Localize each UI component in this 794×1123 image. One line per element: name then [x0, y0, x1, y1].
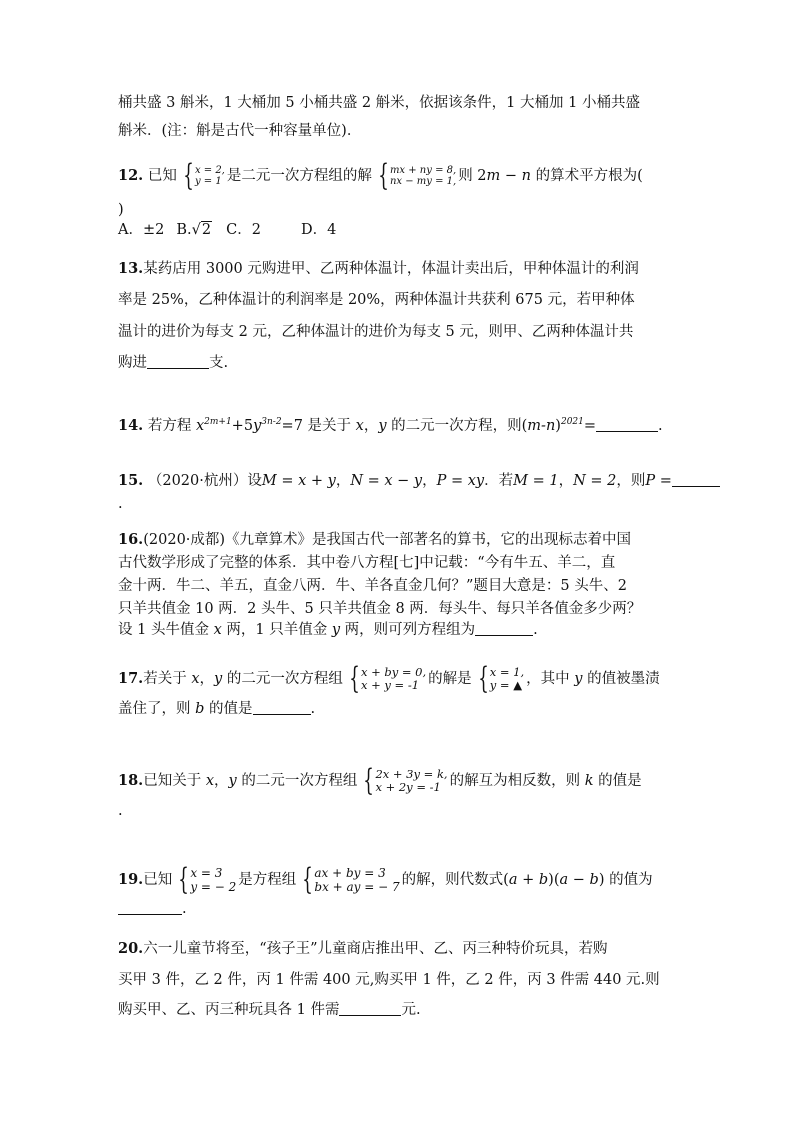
q12-options — [118, 220, 336, 240]
option-d: D．4 — [300, 222, 337, 238]
sqrt-2: √2 — [191, 222, 212, 238]
q19-text: 是方程组 — [238, 872, 297, 888]
question-13-line-2: 率是 25%，乙种体温计的利润率是 20%，两种体温计共获利 675 元，若甲种体 — [118, 292, 635, 308]
punct: . — [310, 701, 316, 717]
question-13-line-1 — [118, 259, 639, 279]
question-15: 15. （2020·杭州）设M = x + y，N = x − y，P = xy．若M = 1，N = 2，则P = — [118, 471, 720, 491]
question-12 — [118, 158, 643, 193]
variable-x: x — [195, 418, 205, 434]
equation: 2x + 3y = k, — [375, 767, 448, 781]
q12-text: 则 2 — [458, 168, 487, 184]
question-number: 14. — [118, 417, 144, 434]
q19-text: ) 的值为 — [598, 872, 653, 888]
question-number: 20. — [118, 940, 144, 957]
question-13-line-4 — [118, 353, 228, 373]
question-16-line-2: 古代数学形成了完整的体系．其中卷八方程[七]中记载：“今有牛五、羊二，直 — [118, 555, 616, 571]
variable-b: b — [195, 701, 205, 717]
variable-y: y — [574, 671, 583, 687]
question-number: 19. — [118, 871, 144, 888]
q12-prefix: 已知 — [147, 168, 177, 184]
operator: − — [568, 872, 590, 888]
expression: M = 1 — [513, 473, 559, 489]
q15-period: . — [118, 496, 123, 512]
question-number: 15. — [118, 472, 144, 489]
q12-middle-text: 是二元一次方程组的解 — [226, 168, 372, 184]
exponent: 2m+1 — [204, 417, 232, 427]
q15-text: （2020·杭州）设 — [147, 473, 262, 489]
option-b: B. — [176, 222, 192, 238]
equation: x + 2y = -1 — [375, 780, 441, 794]
question-number: 16. — [118, 531, 144, 548]
q19-equation-system: { ax + by = 3 bx + ay = − 7 — [302, 862, 400, 897]
question-17-line-2 — [118, 699, 315, 719]
q18-text: 的二元一次方程组 — [236, 773, 358, 789]
question-number: 13. — [118, 260, 144, 277]
q12-text: 的算术平方根为( — [531, 168, 643, 184]
q18-text: 的值是 — [593, 773, 642, 789]
answer-blank[interactable] — [339, 1002, 401, 1016]
question-20-line-3 — [118, 1000, 421, 1020]
punct: ， — [199, 671, 215, 687]
q14-text: +5 — [231, 418, 254, 434]
equation: bx + ay = − 7 — [314, 880, 400, 894]
q20-text: 元. — [401, 1002, 421, 1018]
variable-a: a — [508, 872, 518, 888]
punct: ， — [214, 773, 229, 789]
variable-y: y — [378, 418, 387, 434]
q12-equation-system: { mx + ny = 8, nx − my = 1, — [378, 158, 457, 193]
equation: y = 1 — [194, 176, 222, 187]
q12-close-paren: ) — [118, 202, 124, 218]
answer-blank[interactable] — [118, 901, 182, 915]
variable-x: x — [205, 773, 215, 789]
equation: x = 2, — [194, 165, 225, 176]
variable-a: a — [559, 872, 569, 888]
question-14 — [118, 412, 663, 436]
expression: N = x − y — [350, 473, 423, 489]
question-16-line-3: 金十两．牛二、羊五，直金八两．牛、羊各直金几何？”题目大意是：5 头牛、2 — [118, 578, 627, 594]
q19-answer-line — [118, 899, 187, 919]
variable-b: b — [589, 872, 599, 888]
equation: x + y = -1 — [360, 678, 420, 692]
variable-x: x — [355, 418, 364, 434]
equation: ax + by = 3 — [314, 866, 386, 880]
variable-b: b — [538, 872, 549, 888]
q14-text: 的二元一次方程，则( — [386, 418, 528, 434]
question-number: 17. — [118, 670, 144, 687]
variable-n: n — [521, 168, 531, 184]
q17-text: 的值被墨渍 — [582, 671, 660, 687]
q17-text: 盖住了，则 — [118, 701, 196, 717]
q14-text: =7 是关于 — [281, 418, 356, 434]
question-20-line-1 — [118, 939, 608, 959]
q18-equation-system: { 2x + 3y = k, x + 2y = -1 — [363, 763, 448, 798]
question-17-line-1 — [118, 661, 660, 696]
q13-text: 某药店用 3000 元购进甲、乙两种体温计，体温计卖出后，甲种体温计的利润 — [143, 261, 639, 277]
equation: y = − 2 — [190, 880, 237, 894]
q19-solution-system: { x = 3 y = − 2 — [178, 862, 237, 897]
q13-text: 购进 — [118, 355, 147, 371]
punct: ， — [363, 418, 379, 434]
variable-x: x — [213, 622, 222, 638]
q17-text: 的值是 — [204, 701, 253, 717]
q17-solution-system: { x = 1, y = ▲ — [477, 661, 525, 696]
variable-y: y — [253, 418, 262, 434]
exponent: 3n-2 — [261, 417, 282, 427]
q20-text: 六一儿童节将至，“孩子王”儿童商店推出甲、乙、丙三种特价玩具，若购 — [143, 941, 608, 957]
q17-text: 的二元一次方程组 — [222, 671, 343, 687]
q19-text: 的解，则代数式( — [401, 872, 509, 888]
option-a: A．±2 — [118, 222, 165, 238]
q17-text: ，其中 — [526, 671, 575, 687]
question-number: 18. — [118, 772, 144, 789]
punct: . — [182, 901, 187, 917]
q15-text: ．若 — [484, 473, 514, 489]
q17-text: 的解是 — [428, 671, 472, 687]
option-c: C．2 — [226, 222, 261, 238]
answer-blank[interactable] — [672, 473, 720, 487]
q12-solution-system: { x = 2, y = 1 — [183, 158, 225, 193]
expression: m-n — [527, 418, 556, 434]
variable-x: x — [191, 671, 200, 687]
equation: x + by = 0, — [360, 665, 427, 679]
answer-blank[interactable] — [253, 701, 311, 715]
q19-text: 已知 — [143, 872, 173, 888]
q17-equation-system: { x + by = 0, x + y = -1 — [349, 661, 427, 696]
operator: + — [517, 872, 539, 888]
question-number: 12. — [118, 167, 144, 184]
punct: = — [583, 418, 597, 434]
variable-k: k — [584, 773, 594, 789]
punct: ) — [555, 418, 561, 434]
q16-text: (2020·成都)《九章算术》是我国古代一部著名的算书，它的出现标志着中国 — [143, 532, 632, 548]
equation: mx + ny = 8, — [389, 165, 457, 176]
q16-text: 两，则可列方程组为 — [340, 622, 476, 638]
answer-blank[interactable] — [147, 355, 209, 369]
q18-text: 的解互为相反数，则 — [449, 773, 585, 789]
q15-text: ，则 — [616, 473, 646, 489]
equation: x = 3 — [190, 866, 223, 880]
exponent: 2021 — [560, 417, 584, 427]
punct: . — [533, 622, 538, 638]
variable-y: y — [214, 671, 223, 687]
variable-y: y — [331, 622, 341, 638]
q17-text: 若关于 — [143, 671, 192, 687]
operator: − — [500, 168, 522, 184]
variable-y: y — [228, 773, 237, 789]
equation: y = ▲ — [489, 678, 523, 692]
equation: x = 1, — [489, 665, 525, 679]
question-18 — [118, 763, 642, 798]
q16-text: 两，1 只羊值金 — [221, 622, 332, 638]
expression: P = — [645, 473, 672, 489]
q13-text: 支. — [209, 355, 229, 371]
equation: nx − my = 1, — [389, 176, 457, 187]
q16-text: 设 1 头牛值金 — [118, 622, 214, 638]
question-16-line-4: 只羊共值金 10 两．2 头牛、5 只羊共值金 8 两．每头牛、每只羊各值金多少两？ — [118, 601, 642, 617]
q18-text: 已知关于 — [143, 773, 206, 789]
expression: M = x + y — [261, 473, 336, 489]
punct: )( — [548, 872, 560, 888]
question-16-line-5 — [118, 620, 538, 640]
answer-blank[interactable] — [596, 418, 658, 432]
answer-blank[interactable] — [475, 622, 533, 636]
q18-period: . — [118, 803, 123, 819]
question-19 — [118, 862, 653, 897]
intro-line-2: 斛米．(注：斛是古代一种容量单位)． — [118, 123, 362, 139]
question-20-line-2: 买甲 3 件，乙 2 件，丙 1 件需 400 元,购买甲 1 件，乙 2 件，丙 3 件需 440 元.则 — [118, 972, 660, 988]
question-13-line-3: 温计的进价为每支 2 元，乙种体温计的进价为每支 5 元，则甲、乙两种体温计共 — [118, 324, 634, 340]
q14-text: 若方程 — [147, 418, 196, 434]
variable-m: m — [486, 168, 501, 184]
expression: N = 2 — [573, 473, 617, 489]
q20-text: 购买甲、乙、丙三种玩具各 1 件需 — [118, 1002, 340, 1018]
punct: . — [658, 418, 663, 434]
question-16-line-1 — [118, 530, 631, 550]
expression: P = xy — [436, 473, 485, 489]
intro-line-1: 桶共盛 3 斛米，1 大桶加 5 小桶共盛 2 斛米，依据该条件，1 大桶加 1 小桶共盛 — [118, 95, 640, 111]
